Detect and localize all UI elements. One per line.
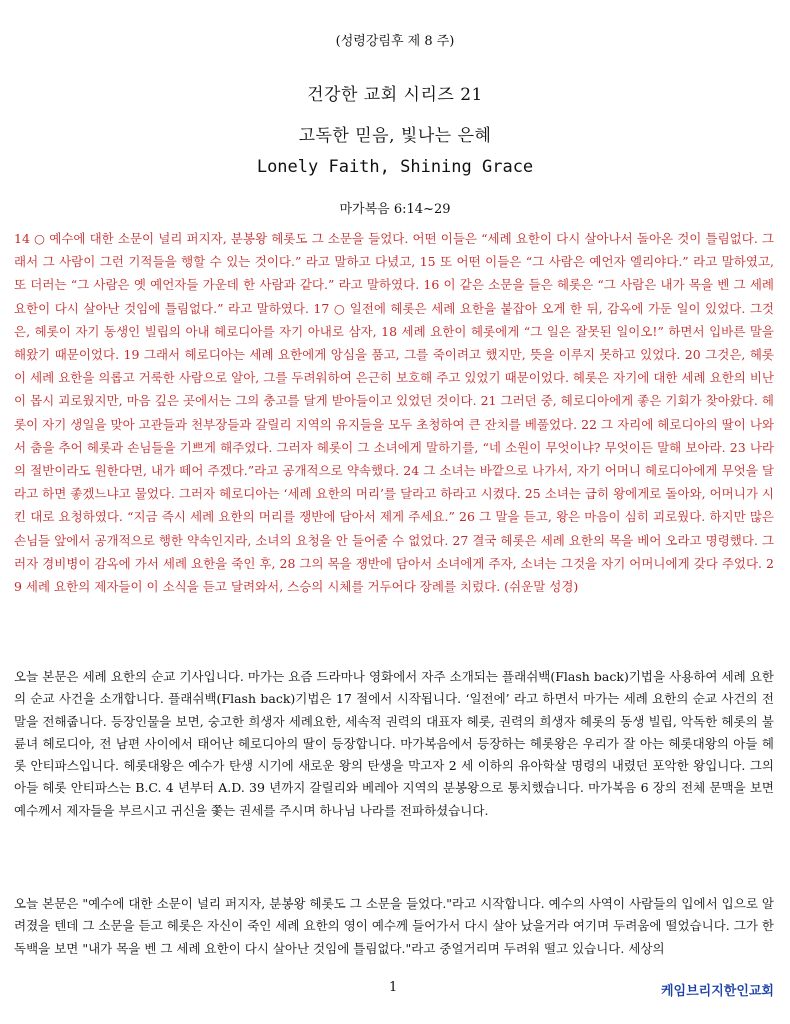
body-paragraph: 오늘 본문은 세례 요한의 순교 기사입니다. 마가는 요즘 드라마나 영화에서 자주 소개되는 플래쉬백(Flash back)기법을 사용하여 세례 요한의 순교 사건을 소개합니다. 플래쉬백(Flash back)기법은 17 절에서 시작됩니다. ‘일전에’ 라고 하면서 마가는 세례 요한의 순교 사건의 전말을 전해줍니다. 등장인물을 보면, 숭고한 희생자 세례요한, 세속적 권력의 대표자 헤롯, 권력의 희생자 헤롯의 동생 빌립, 악독한 헤롯의 불륜녀 헤로디아, 전 남편 사이에서 태어난 헤로디아의 딸이 등장합니다. 마가복음에서 등장하는 헤롯왕은 우리가 잘 아는 헤롯대왕의 아들 헤롯 안티파스입니다. 헤롯대왕은 예수가 탄생 시기에 새로운 왕의 탄생을 막고자 2 세 이하의 유아학살 명령의 내렸던 포악한 왕입니다. 그의 아들 헤롯 안티파스는 B.C. 4 년부터 A.D. 39 년까지 갈릴리와 베레아 지역의 분봉왕으로 통치했습니다. 마가복음 6 장의 전체 문맥을 보면 예수께서 제자들을 부르시고 귀신을 쫓는 권세를 주시며 하나님 나라를 전파하셨습니다. [14, 669, 774, 818]
passage-reference: 마가복음 6:14~29 [339, 202, 451, 217]
body-paragraph: 오늘 본문은 "예수에 대한 소문이 널리 퍼지자, 분봉왕 헤롯도 그 소문을 들었다."라고 시작합니다. 예수의 사역이 사람들의 입에서 입으로 알려졌을 텐데 그 소문을 듣고 헤롯은 자신이 죽인 세례 요한의 영이 예수께 들어가서 다시 살아 났을거라 여기며 두려움에 떨었습니다. 그가 한 독백을 보면 "내가 목을 벤 그 세례 요한이 다시 살아난 것임에 틀림없다."라고 중얼거리며 두려워 떨고 있습니다. 세상의 [14, 896, 774, 956]
sermon-title-korean: 고독한 믿음, 빛나는 은혜 [298, 126, 492, 146]
scripture-text: 14 ○ 예수에 대한 소문이 널리 퍼지자, 분봉왕 헤롯도 그 소문을 들었다. 어떤 이들은 “세례 요한이 다시 살아나서 돌아온 것이 틀림없다. 그래서 그 사람이 그런 기적들을 행할 수 있는 것이다.” 라고 말하고 다녔고, 15 또 어떤 이들은 “그 사람은 예언자 엘리야다.” 라고 말하였고, 또 더러는 “그 사람은 옛 예언자들 가운데 한 사람과 같다.” 라고 말하였다. 16 이 같은 소문을 들은 헤롯은 “그 사람은 내가 목을 벤 그 세례 요한이 다시 살아난 것임에 틀림없다.” 라고 말하였다. 17 ○ 일전에 헤롯은 세례 요한을 붙잡아 오게 한 뒤, 감옥에 가둔 일이 있었다. 그것은, 헤롯이 자기 동생인 빌립의 아내 헤로디아를 자기 아내로 삼자, 18 세례 요한이 헤롯에게 “그 일은 잘못된 일이오!” 하면서 입바른 말을 해왔기 때문이었다. 19 그래서 헤로디아는 세례 요한에게 앙심을 품고, 그를 죽이려고 했지만, 뜻을 이루지 못하고 있었다. 20 그것은, 헤롯이 세례 요한을 의롭고 거룩한 사람으로 알아, 그를 두려워하여 은근히 보호해 주고 있었기 때문이었다. 헤롯은 자기에 대한 세례 요한의 비난이 몹시 괴로웠지만, 마음 깊은 곳에서는 그의 충고를 달게 받아들이고 있었던 것이다. 21 그러던 중, 헤로디아에게 좋은 기회가 찾아왔다. 헤롯이 자기 생일을 맞아 고관들과 천부장들과 갈릴리 지역의 유지들을 모두 초청하여 큰 잔치를 베풀었다. 22 그 자리에 헤로디아의 딸이 나와서 춤을 추어 헤롯과 손님들을 기쁘게 해주었다. 그러자 헤롯이 그 소녀에게 말하기를, “네 소원이 무엇이냐? 무엇이든 말해 보아라. 23 나라의 절반이라도 원한다면, 내가 떼어 주겠다.”라고 공개적으로 약속했다. 24 그 소녀는 바깥으로 나가서, 자기 어머니 헤로디아에게 무엇을 달라고 하면 좋겠느냐고 물었다. 그러자 헤로디아는 ‘세례 요한의 머리’를 달라고 하라고 시켰다. 25 소녀는 급히 왕에게로 돌아와, 어머니가 시킨 대로 요청하였다. “지금 즉시 세례 요한의 머리를 쟁반에 담아서 제게 주세요.” 26 그 말을 듣고, 왕은 마음이 심히 괴로웠다. 하지만 많은 손님들 앞에서 공개적으로 행한 약속인지라, 소녀의 요청을 안 들어줄 수 없었다. 27 결국 헤롯은 세례 요한의 목을 베어 오라고 명령했다. 그러자 경비병이 감옥에 가서 세례 요한을 죽인 후, 28 그의 목을 쟁반에 담아서 소녀에게 주자, 소녀는 그것을 자기 어머니에게 갖다 주었다. 29 세례 요한의 제자들이 이 소식을 듣고 달려와서, 스승의 시체를 거두어다 장례를 치렀다. (쉬운말 성경) [14, 231, 774, 595]
sermon-title-english: Lonely Faith, Shining Grace [256, 157, 534, 177]
church-name: 케임브리지한인교회 [660, 984, 774, 999]
week-label: (성령강림후 제 8 주) [335, 34, 455, 49]
series-title: 건강한 교회 시리즈 21 [307, 85, 483, 105]
page-number: 1 [389, 980, 398, 995]
